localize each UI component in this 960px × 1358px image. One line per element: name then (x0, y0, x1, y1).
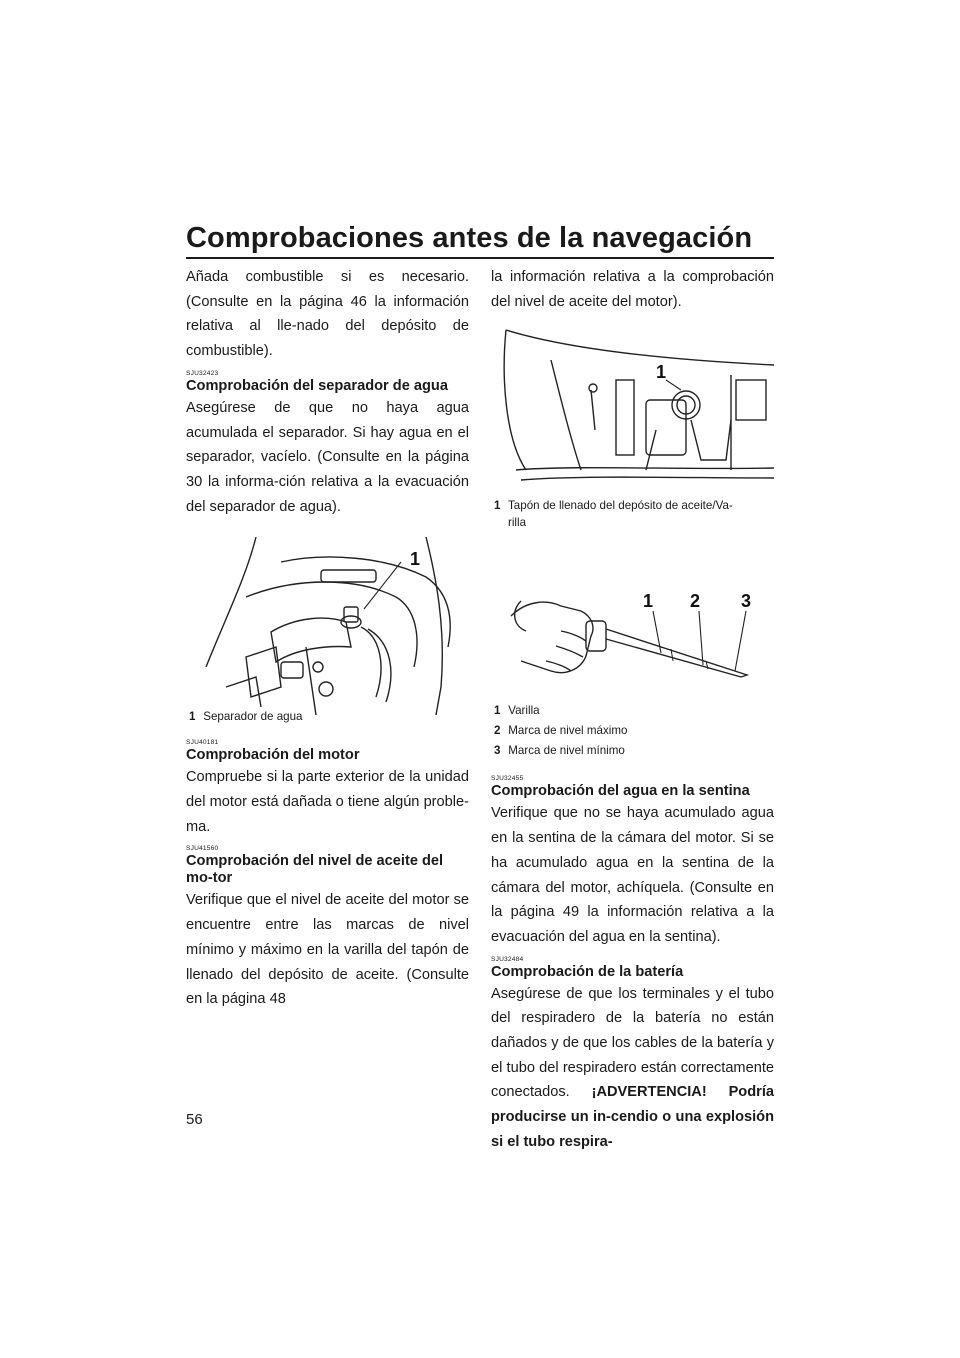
dipstick-illustration (491, 581, 774, 701)
caption-row (494, 701, 774, 721)
water-separator-illustration (186, 537, 469, 715)
caption-text: Separador de agua (203, 710, 303, 724)
section-code: SJU41560 (186, 845, 219, 853)
caption-row (494, 741, 774, 761)
warning-text: ¡ADVERTENCIA! Podría producirse un in-cendio o una explosión si el tubo respira- (491, 1084, 774, 1150)
section-heading-water-separator: Comprobación del separador de agua (186, 377, 448, 394)
section-code: SJU32484 (491, 955, 524, 963)
callout-number: 2 (690, 591, 701, 612)
section-code: SJU40181 (186, 739, 219, 747)
section-code: SJU32423 (186, 369, 219, 377)
right-column (491, 265, 774, 1155)
figure-caption (186, 707, 469, 727)
callout-number: 3 (741, 591, 752, 612)
section-heading-battery: Comprobación de la batería (491, 963, 684, 980)
figure-caption (491, 701, 774, 761)
caption-number: 2 (494, 724, 501, 738)
caption-number: 1 (494, 704, 501, 718)
intro-paragraph: Añada combustible si es necesario. (Consulte en la página 46 la información relativa al lle-nado del depósito de combustible). (186, 269, 469, 360)
page-title: Comprobaciones antes de la navegación (186, 222, 753, 254)
figure-caption (491, 496, 774, 529)
caption-number: 3 (494, 744, 501, 758)
water-separator-figure (186, 537, 469, 727)
callout-number: 1 (643, 591, 654, 612)
battery-paragraph (491, 982, 774, 1155)
page-number: 56 (186, 1111, 203, 1128)
caption-text: Marca de nivel mínimo (508, 744, 625, 758)
caption-text-continued: rilla (508, 516, 527, 530)
caption-number: 1 (189, 710, 196, 724)
left-column (186, 265, 469, 1012)
caption-text: Varilla (508, 704, 540, 718)
caption-row (494, 721, 774, 741)
dipstick-figure (491, 581, 774, 761)
oil-level-continued-paragraph: la información relativa a la comprobación del nivel de aceite del motor). (491, 269, 774, 310)
section-heading-bilge: Comprobación del agua en la sentina (491, 783, 750, 800)
oil-cap-figure (491, 320, 774, 529)
water-separator-paragraph: Asegúrese de que no haya agua acumulada el separador. Si hay agua en el separador, vacíelo. (Consulte en la página 30 la informa-ción relativa a la evacuación del separador de agua). (186, 399, 469, 515)
callout-number: 1 (410, 549, 421, 570)
engine-paragraph: Compruebe si la parte exterior de la unidad del motor está dañada o tiene algún proble-ma. (186, 769, 469, 835)
caption-number: 1 (494, 499, 501, 513)
bilge-paragraph: Verifique que no se haya acumulado agua en la sentina de la cámara del motor. Si se ha acumulado agua en la sentina de la cámara del motor, achíquela. (Consulte en la página 49 la información relativa a la evacuación del agua en la sentina). (491, 805, 774, 945)
battery-text: Asegúrese de que los terminales y el tubo del respiradero de la batería no están dañados y de que los cables de la batería y el tubo del respiradero están correctamente conectados. (491, 985, 774, 1101)
caption-text: Tapón de llenado del depósito de aceite/Va- (508, 499, 733, 513)
oil-cap-illustration (491, 320, 774, 490)
caption-text: Marca de nivel máximo (508, 724, 628, 738)
section-heading-oil-level: Comprobación del nivel de aceite del mo-tor (186, 853, 444, 887)
callout-number: 1 (656, 362, 667, 383)
title-rule (186, 257, 774, 259)
section-heading-engine: Comprobación del motor (186, 747, 360, 764)
oil-level-paragraph: Verifique que el nivel de aceite del motor se encuentre entre las marcas de nivel mínimo y máximo en la varilla del tapón de llenado del depósito de aceite. (Consulte en la página 48 (186, 892, 469, 1008)
section-code: SJU32455 (491, 775, 524, 783)
